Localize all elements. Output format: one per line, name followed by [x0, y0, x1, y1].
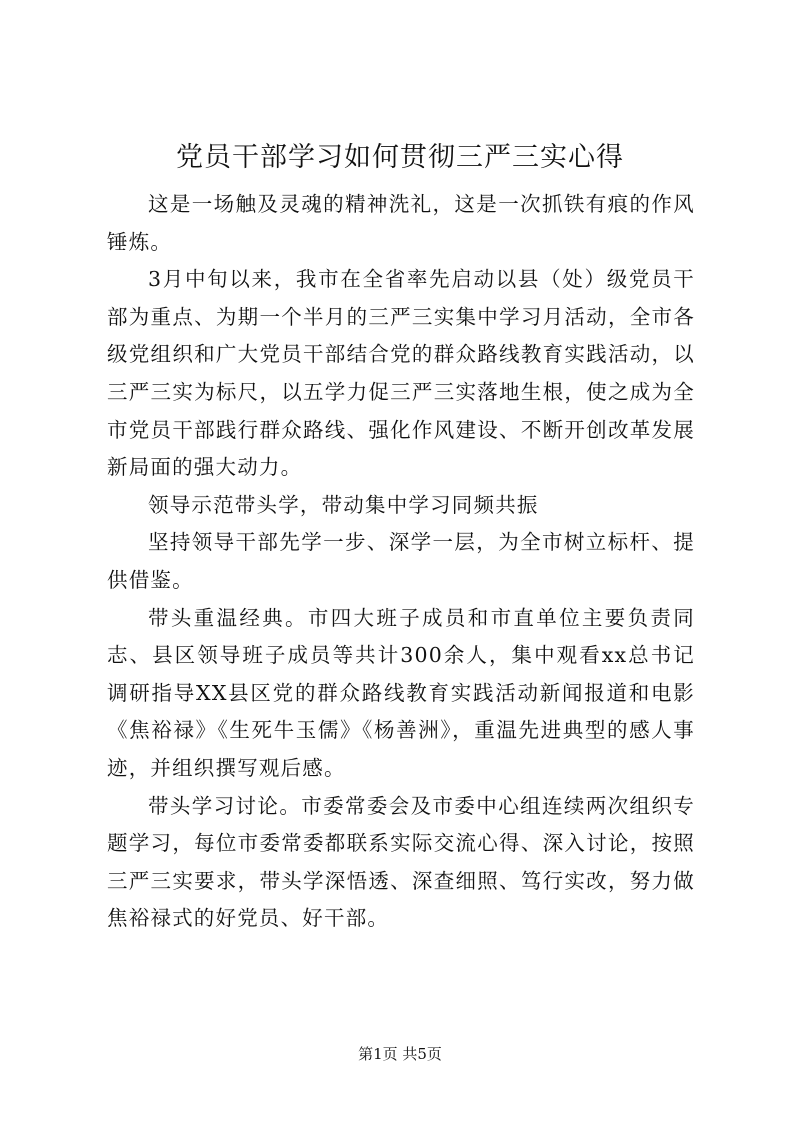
- paragraph-2: 3月中旬以来，我市在全省率先启动以县（处）级党员干部为重点、为期一个半月的三严三实集中学习月活动，全市各级党组织和广大党员干部结合党的群众路线教育实践活动，以三严三实为标尺，以五学力促三严三实落地生根，使之成为全市党员干部践行群众路线、强化作风建设、不断开创改革发展新局面的强大动力。: [107, 267, 695, 480]
- paragraph-4: 带头重温经典。市四大班子成员和市直单位主要负责同志、县区领导班子成员等共计300余人，集中观看xx总书记调研指导XX县区党的群众路线教育实践活动新闻报道和电影《焦裕禄》《生死牛玉儒》《杨善洲》，重温先进典型的感人事迹，并组织撰写观后感。: [107, 605, 695, 780]
- page-footer: 第1页 共5页: [358, 1045, 442, 1063]
- document-body: [107, 186, 695, 938]
- paragraph-3: 坚持领导干部先学一步、深学一层，为全市树立标杆、提供借鉴。: [107, 530, 695, 592]
- page-title: 党员干部学习如何贯彻三严三实心得: [176, 142, 624, 173]
- paragraph-5: 带头学习讨论。市委常委会及市委中心组连续两次组织专题学习，每位市委常委都联系实际交流心得、深入讨论，按照三严三实要求，带头学深悟透、深查细照、笃行实改，努力做焦裕禄式的好党员、好干部。: [107, 793, 695, 931]
- paragraph-1: 这是一场触及灵魂的精神洗礼，这是一次抓铁有痕的作风锤炼。: [107, 192, 695, 254]
- section-heading: 领导示范带头学，带动集中学习同频共振: [148, 492, 539, 517]
